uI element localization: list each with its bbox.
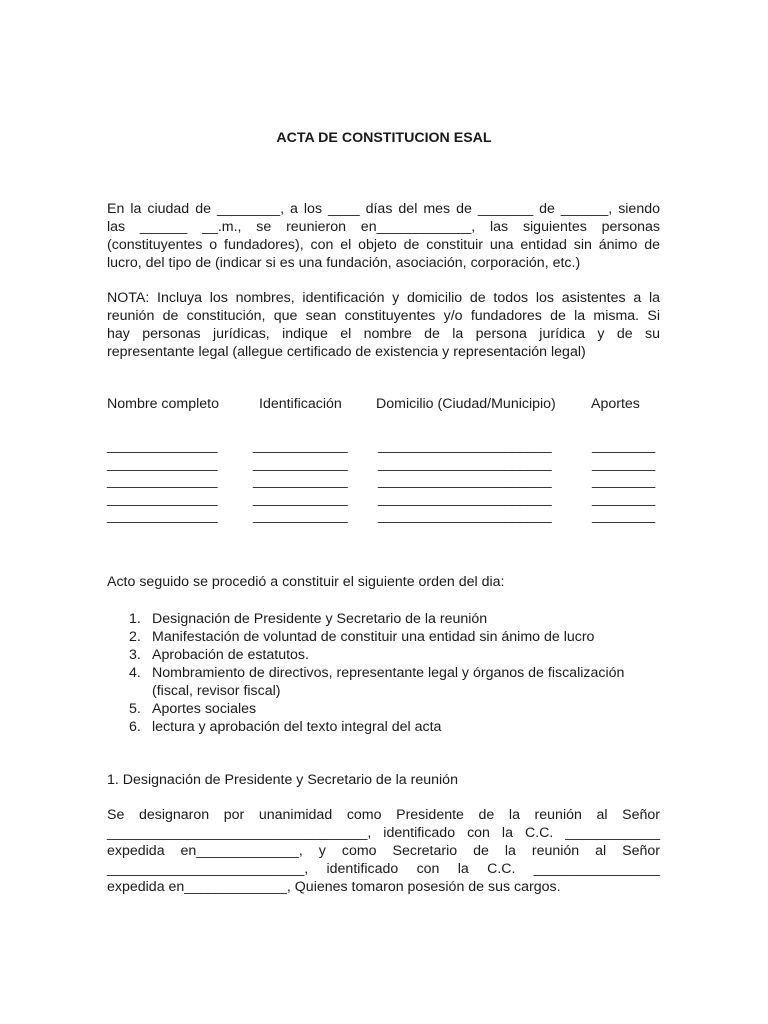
- table-row: [107, 455, 667, 473]
- blank-field: ____________: [253, 490, 348, 507]
- list-number: 4.: [129, 665, 141, 681]
- paragraph-line: (constituyentes o fundadores), con el objeto de constituir una entidad sin ánimo de: [107, 237, 660, 253]
- paragraph-line: las ______ __.m., se reunieron en____________, las siguientes personas: [107, 219, 660, 235]
- blank-field: ____________: [253, 438, 348, 454]
- paragraph-line: NOTA: Incluya los nombres, identificación y domicilio de todos los asistentes a la: [107, 290, 660, 306]
- blank-field: ____________: [253, 473, 348, 490]
- list-number: 5.: [129, 701, 141, 717]
- list-number: 6.: [129, 719, 141, 735]
- paragraph-line: _________________________________, identificado con la C.C. ____________: [107, 825, 660, 841]
- list-item-text: Manifestación de voluntad de constituir una entidad sin ánimo de lucro: [152, 629, 595, 645]
- list-item-text: Aportes sociales: [152, 701, 257, 717]
- list-item: [107, 700, 660, 718]
- list-item-text: Aprobación de estatutos.: [152, 647, 309, 663]
- list-number: 1.: [129, 611, 141, 627]
- blank-field: ______________________: [378, 490, 552, 507]
- table-row: [107, 507, 667, 525]
- blank-field: ____________: [253, 455, 348, 472]
- list-item: [107, 718, 660, 736]
- paragraph-line: Se designaron por unanimidad como Presidente de la reunión al Señor: [107, 807, 660, 823]
- column-header-nombre: Nombre completo: [107, 396, 219, 412]
- list-item-text: lectura y aprobación del texto integral del acta: [152, 719, 442, 735]
- blank-field: ______________: [107, 438, 218, 454]
- paragraph-line: En la ciudad de ________, a los ____ días del mes de _______ de ______, siendo: [107, 201, 660, 217]
- list-item-text: (fiscal, revisor fiscal): [152, 683, 281, 699]
- blank-field: ________: [592, 490, 656, 507]
- blank-field: ________: [592, 455, 656, 472]
- list-number: 2.: [129, 629, 141, 645]
- paragraph-line: hay personas jurídicas, indique el nombre de la persona jurídica y de su: [107, 326, 660, 342]
- blank-field: ______________: [107, 473, 218, 490]
- list-item: [107, 628, 660, 646]
- nota-paragraph: [107, 289, 660, 361]
- opening-paragraph: [107, 200, 660, 272]
- paragraph-line: representante legal (allegue certificado de existencia y representación legal): [107, 344, 586, 360]
- paragraph-line: lucro, del tipo de (indicar si es una fundación, asociación, corporación, etc.): [107, 255, 581, 271]
- column-header-domicilio: Domicilio (Ciudad/Municipio): [376, 396, 556, 412]
- paragraph-line: expedida en_____________, Quienes tomaron posesión de sus cargos.: [107, 879, 561, 895]
- attendees-table: [107, 395, 667, 525]
- blank-field: ______________________: [378, 508, 552, 525]
- blank-field: ______________: [107, 490, 218, 507]
- blank-field: ________: [592, 473, 656, 490]
- list-item-text: Designación de Presidente y Secretario de la reunión: [152, 611, 488, 627]
- agenda-intro: Acto seguido se procedió a constituir el siguiente orden del dia:: [107, 574, 505, 590]
- blank-field: ______________: [107, 508, 218, 525]
- agenda-list: [107, 610, 660, 736]
- blank-field: ______________: [107, 455, 218, 472]
- list-number: 3.: [129, 647, 141, 663]
- list-item: [107, 646, 660, 664]
- table-row: [107, 490, 667, 508]
- column-header-identificacion: Identificación: [259, 396, 342, 412]
- paragraph-line: _________________________, identificado con la C.C. ________________: [107, 861, 660, 877]
- table-row: [107, 472, 667, 490]
- blank-field: ________: [592, 438, 656, 454]
- blank-field: ____________: [253, 508, 348, 525]
- blank-field: ________: [592, 508, 656, 525]
- table-row: [107, 437, 667, 455]
- blank-field: ______________________: [378, 438, 552, 454]
- paragraph-line: expedida en_____________, y como Secretario de la reunión al Señor: [107, 843, 660, 859]
- table-header: [107, 395, 667, 415]
- list-item: [107, 664, 660, 700]
- blank-field: ______________________: [378, 473, 552, 490]
- blank-field: ______________________: [378, 455, 552, 472]
- table-body: [107, 437, 667, 525]
- column-header-aportes: Aportes: [591, 396, 640, 412]
- section-1-paragraph: [107, 806, 660, 896]
- paragraph-line: reunión de constitución, que sean constituyentes y/o fundadores de la misma. Si: [107, 308, 660, 324]
- document-title: ACTA DE CONSTITUCION ESAL: [276, 130, 492, 146]
- list-item-text: Nombramiento de directivos, representante legal y órganos de fiscalización: [152, 665, 625, 681]
- list-item: [107, 610, 660, 628]
- section-1-title: 1. Designación de Presidente y Secretario de la reunión: [107, 772, 458, 788]
